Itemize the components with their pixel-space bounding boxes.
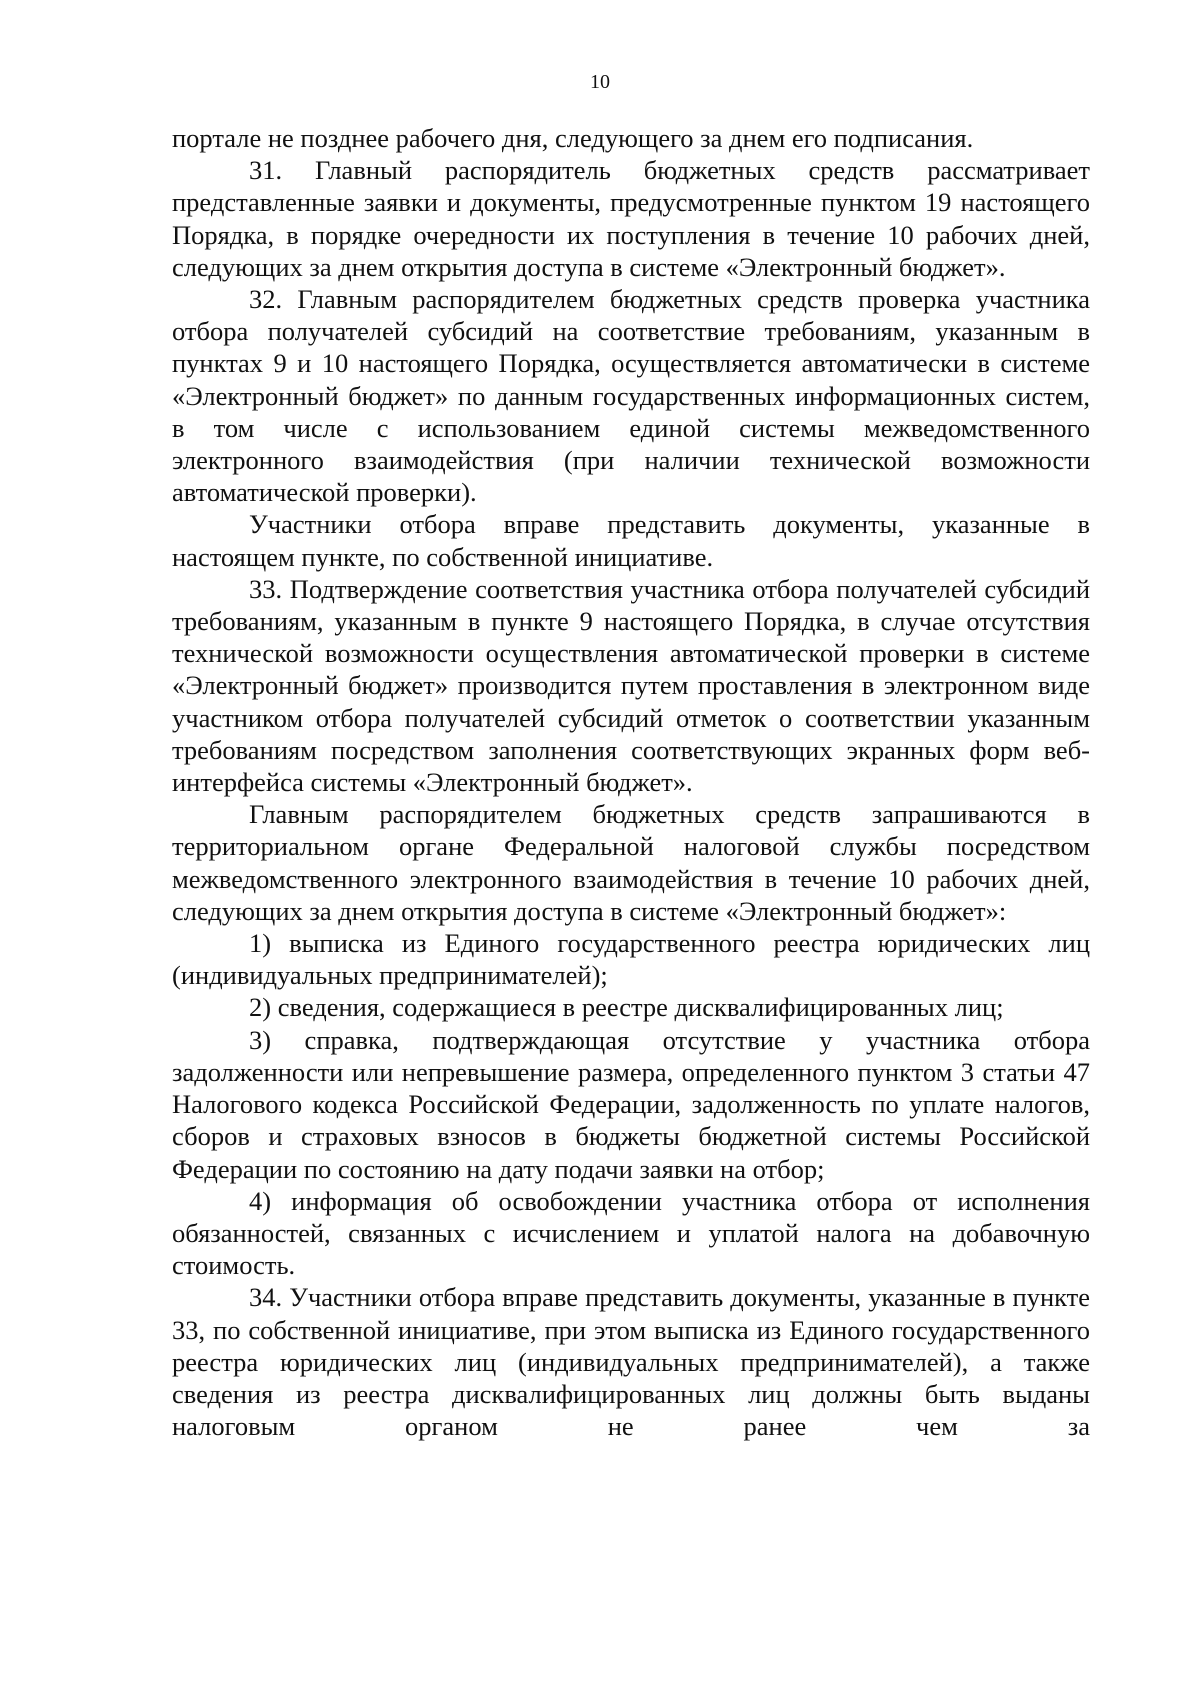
list-item-3: 3) справка, подтверждающая отсутствие у участника отбора задолженности или непревышение размера, определенного пунктом 3 статьи 47 Налогового кодекса Российской Федерации, задолженность по уплате налогов, сборов и страховых взносов в бюджеты бюджетной системы Российской Федерации по состоянию на дату подачи заявки на отбор; [172,1024,1090,1184]
list-item-1: 1) выписка из Единого государственного реестра юридических лиц (индивидуальных предпринимателей); [172,928,1090,991]
paragraph-34: 34. Участники отбора вправе представить документы, указанные в пункте 33, по собственной инициативе, при этом выписка из Единого государственного реестра юридических лиц (индивидуальных предпринимателей), а также сведения из реестра дисквалифицированных лиц должны быть выданы налоговым органом не ранее чем за [172,1282,1090,1442]
document-body [172,122,1090,1442]
paragraph-33-request: Главным распорядителем бюджетных средств запрашиваются в территориальном органе Федеральной налоговой службы посредством межведомственного электронного взаимодействия в течение 10 рабочих дней, следующих за днем открытия доступа в системе «Электронный бюджет»: [172,799,1090,926]
paragraph-32-note: Участники отбора вправе представить документы, указанные в настоящем пункте, по собственной инициативе. [172,509,1090,572]
paragraph-continuation: портале не позднее рабочего дня, следующего за днем его подписания. [172,123,974,153]
list-item-4: 4) информация об освобождении участника отбора от исполнения обязанностей, связанных с исчислением и уплатой налога на добавочную стоимость. [172,1185,1090,1281]
page-number: 10 [590,71,610,93]
paragraph-31: 31. Главный распорядитель бюджетных средств рассматривает представленные заявки и документы, предусмотренные пунктом 19 настоящего Порядка, в порядке очередности их поступления в течение 10 рабочих дней, следующих за днем открытия доступа в системе «Электронный бюджет». [172,155,1090,282]
list-item-2: 2) сведения, содержащиеся в реестре дисквалифицированных лиц; [249,992,1004,1023]
paragraph-32: 32. Главным распорядителем бюджетных средств проверка участника отбора получателей субсидий на соответствие требованиям, указанным в пунктах 9 и 10 настоящего Порядка, осуществляется автоматически в системе «Электронный бюджет» по данным государственных информационных систем, в том числе с использованием единой системы межведомственного электронного взаимодействия (при наличии технической возможности автоматической проверки). [172,284,1090,508]
paragraph-33: 33. Подтверждение соответствия участника отбора получателей субсидий требованиям, указанным в пункте 9 настоящего Порядка, в случае отсутствия технической возможности осуществления автоматической проверки в системе «Электронный бюджет» производится путем проставления в электронном виде участником отбора получателей субсидий отметок о соответствии указанным требованиям посредством заполнения соответствующих экранных форм веб-интерфейса системы «Электронный бюджет». [172,573,1090,798]
